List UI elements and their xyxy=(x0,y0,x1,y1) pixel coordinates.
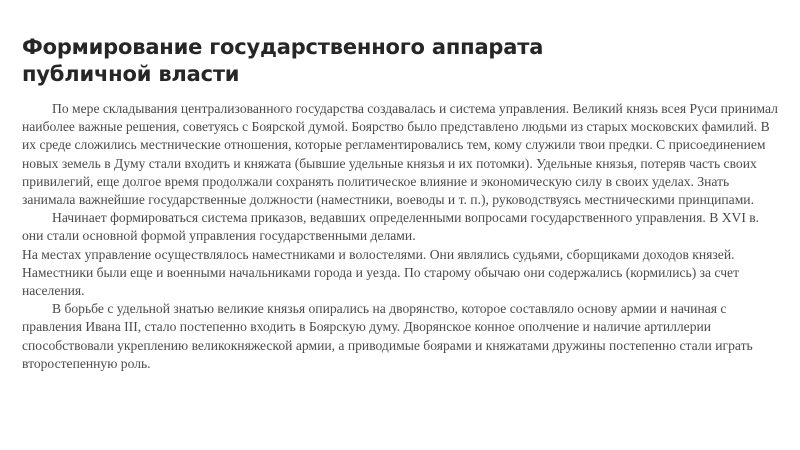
paragraph-boyar-duma: По мере складывания централизованного государства создавалась и система управления. Великий князь всея Руси принимал наиболее важные решения, советуясь с Боярской думой. Боярство было представлено людьми из старых московских фамилий. В их среде сложились местнические отношения, которые регламентировались тем, кому служили твои предки. С присоединением новых земель в Думу стали входить и княжата (бывшие удельные князья и их потомки). Удельные князья, потеряв часть своих привилегий, еще долгое время продолжали сохранять политическое влияние и экономическую силу в своих уделах. Знать занимала важнейшие государственные должности (наместники, воеводы и т. п.), руководствуясь местническими принципами. xyxy=(22,101,778,208)
paragraph-nobility: В борьбе с удельной знатью великие князья опирались на дворянство, которое составляло основу армии и начиная с правления Ивана III, стало постепенно входить в Боярскую думу. Дворянское конное ополчение и наличие артиллерии способствовали укреплению великокняжеской армии, а приводимые боярами и княжатами дружины постепенно стали играть второстепенную роль. xyxy=(22,301,753,371)
paragraph-prikazy: Начинает формироваться система приказов, ведавших определенными вопросами государственного управления. В XVI в. они стали основной формой управления государственными делами. xyxy=(22,210,760,244)
slide-title xyxy=(22,34,642,88)
paragraph-local-governance: На местах управление осуществлялось наместниками и волостелями. Они являлись судьями, сборщиками доходов князей. Наместники были еще и военными начальниками города и уезда. По старому обычаю они содержались (кормились) за счет населения. xyxy=(22,246,740,299)
slide-title-line-1: Формирование государственного аппарата xyxy=(22,35,544,59)
slide-title-line-2: публичной власти xyxy=(22,62,240,86)
slide-body xyxy=(22,100,782,373)
